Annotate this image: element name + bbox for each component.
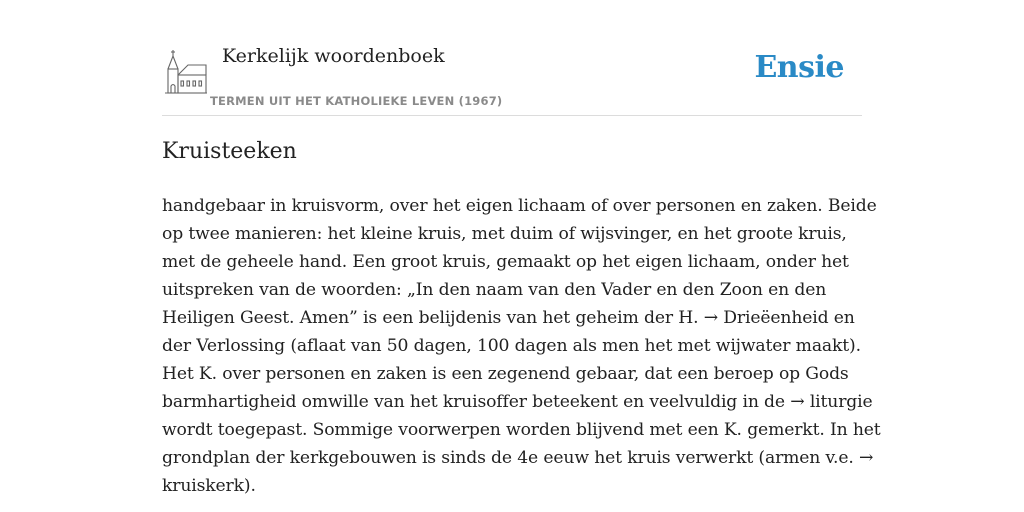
ensie-logo-link[interactable]: Ensie bbox=[754, 50, 844, 85]
body-line bbox=[162, 444, 874, 472]
cross-reference-link-kruiskerk[interactable]: kruiskerk). bbox=[162, 476, 256, 496]
church-icon[interactable] bbox=[164, 48, 208, 96]
body-line bbox=[162, 360, 866, 388]
body-line bbox=[162, 304, 866, 332]
body-line bbox=[162, 332, 866, 360]
body-line bbox=[162, 276, 866, 304]
body-text: Heiligen Geest. Amen” is een belijdenis van het geheim der H. bbox=[162, 308, 704, 328]
body-line bbox=[162, 388, 873, 416]
cross-reference-link-driedenheid[interactable]: Drieëenheid en bbox=[717, 308, 855, 328]
entry-title: Kruisteeken bbox=[162, 139, 297, 164]
body-text: der Verlossing (aflaat van 50 dagen, 100 dagen als men het met wijwater maakt). bbox=[162, 336, 861, 356]
book-subtitle: TERMEN UIT HET KATHOLIEKE LEVEN (1967) bbox=[210, 94, 503, 108]
entry-body bbox=[162, 192, 881, 500]
body-text: grondplan der kerkgebouwen is sinds de 4e eeuw het kruis verwerkt (armen v.e. bbox=[162, 448, 860, 468]
body-line bbox=[162, 220, 866, 248]
body-text: Het K. over personen en zaken is een zegenend gebaar, dat een beroep op Gods bbox=[162, 364, 849, 384]
cross-reference-arrow-icon[interactable]: → bbox=[859, 448, 874, 468]
book-title[interactable]: Kerkelijk woordenboek bbox=[222, 45, 445, 67]
body-text: barmhartigheid omwille van het kruisoffer beteekent en veelvuldig in de bbox=[162, 392, 791, 412]
body-line bbox=[162, 192, 877, 220]
body-text: op twee manieren: het kleine kruis, met duim of wijsvinger, en het groote kruis, bbox=[162, 224, 847, 244]
cross-reference-link-liturgie[interactable]: liturgie bbox=[804, 392, 873, 412]
body-text: uitspreken van de woorden: „In den naam van den Vader en den Zoon en den bbox=[162, 280, 827, 300]
body-line bbox=[162, 248, 866, 276]
body-text: met de geheele hand. Een groot kruis, gemaakt op het eigen lichaam, onder het bbox=[162, 252, 849, 272]
header bbox=[162, 0, 862, 116]
body-text: wordt toegepast. Sommige voorwerpen worden blijvend met een K. gemerkt. In het bbox=[162, 420, 881, 440]
cross-reference-arrow-icon[interactable]: → bbox=[703, 308, 718, 328]
body-line bbox=[162, 416, 881, 444]
page bbox=[162, 0, 881, 496]
body-text: handgebaar in kruisvorm, over het eigen lichaam of over personen en zaken. Beide bbox=[162, 196, 877, 216]
body-line bbox=[162, 472, 866, 500]
cross-reference-arrow-icon[interactable]: → bbox=[790, 392, 805, 412]
